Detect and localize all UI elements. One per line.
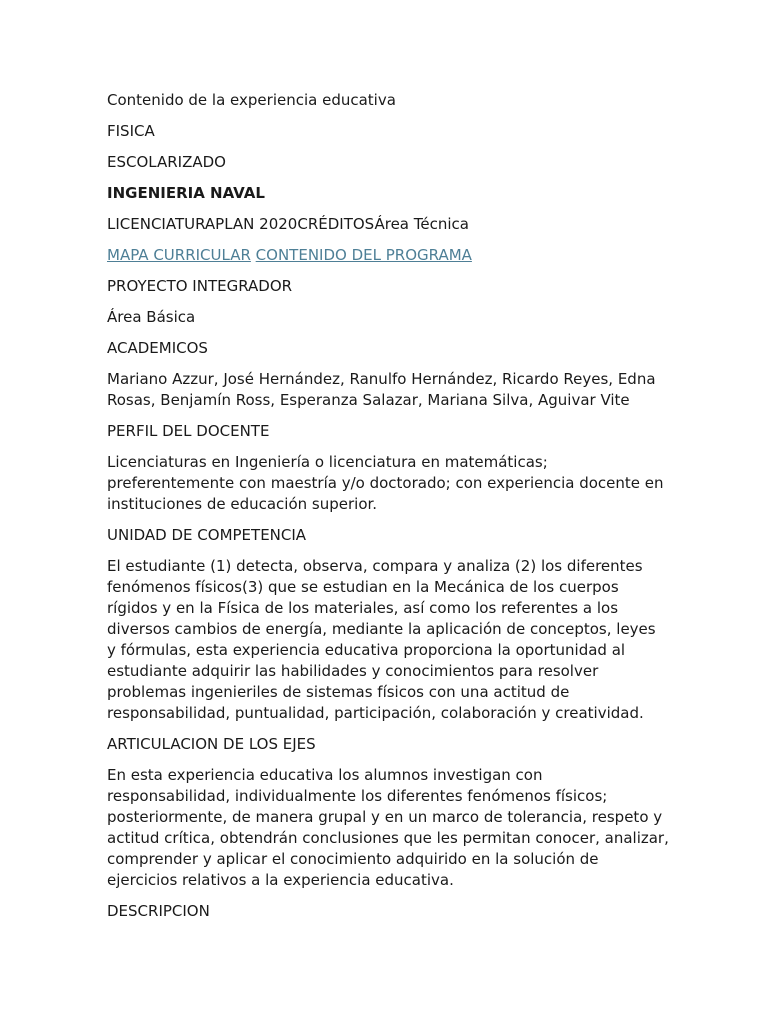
axes-heading: ARTICULACION DE LOS EJES — [107, 735, 316, 753]
competency-heading: UNIDAD DE COMPETENCIA — [107, 526, 307, 544]
project-label: PROYECTO INTEGRADOR — [107, 277, 293, 295]
academics-heading: ACADEMICOS — [107, 339, 208, 357]
competency-text: El estudiante (1) detecta, observa, compara y analiza (2) los diferentes fenómenos físicos(3) que se estudian en la Mecánica de los cuerpos rígidos y en la Física de los materiales, así como los referentes a los diversos cambios de energía, mediante la aplicación de conceptos, leyes y fórmulas, esta experiencia educativa proporciona la oportunidad al estudiante adquirir las habilidades y conocimientos para resolver problemas ingenieriles de sistemas físicos con una actitud de responsabilidad, puntualidad, participación, colaboración y creatividad. — [107, 557, 656, 722]
teacher-profile-text: Licenciaturas en Ingeniería o licenciatura en matemáticas; preferentemente con maestría y/o doctorado; con experiencia docente en instituciones de educación superior. — [107, 453, 664, 513]
academics-text: Mariano Azzur, José Hernández, Ranulfo Hernández, Ricardo Reyes, Edna Rosas, Benjamín Ross, Esperanza Salazar, Mariana Silva, Aguivar Vite — [107, 370, 656, 409]
plan-area: Área Técnica — [374, 215, 469, 233]
area-basic-label: Área Básica — [107, 308, 196, 326]
content-heading: Contenido de la experiencia educativa — [107, 91, 396, 109]
links-row — [107, 245, 669, 266]
modality: ESCOLARIZADO — [107, 153, 226, 171]
document-content — [107, 90, 669, 932]
description-heading: DESCRIPCION — [107, 902, 210, 920]
curricular-map-link[interactable]: MAPA CURRICULAR — [107, 246, 251, 264]
plan-level: LICENCIATURA — [107, 215, 216, 233]
program-content-link[interactable]: CONTENIDO DEL PROGRAMA — [255, 246, 472, 264]
plan-credits: CRÉDITOS — [297, 215, 375, 233]
program-name: INGENIERIA NAVAL — [107, 184, 265, 202]
subject-name: FISICA — [107, 122, 155, 140]
axes-text: En esta experiencia educativa los alumnos investigan con responsabilidad, individualmente los diferentes fenómenos físicos; posteriormente, de manera grupal y en un marco de tolerancia, respeto y actitud crítica, obtendrán conclusiones que les permitan conocer, analizar, comprender y aplicar el conocimiento adquirido en la solución de ejercicios relativos a la experiencia educativa. — [107, 766, 669, 889]
plan-year: PLAN 2020 — [215, 215, 298, 233]
teacher-profile-heading: PERFIL DEL DOCENTE — [107, 422, 270, 440]
plan-line — [107, 214, 669, 235]
